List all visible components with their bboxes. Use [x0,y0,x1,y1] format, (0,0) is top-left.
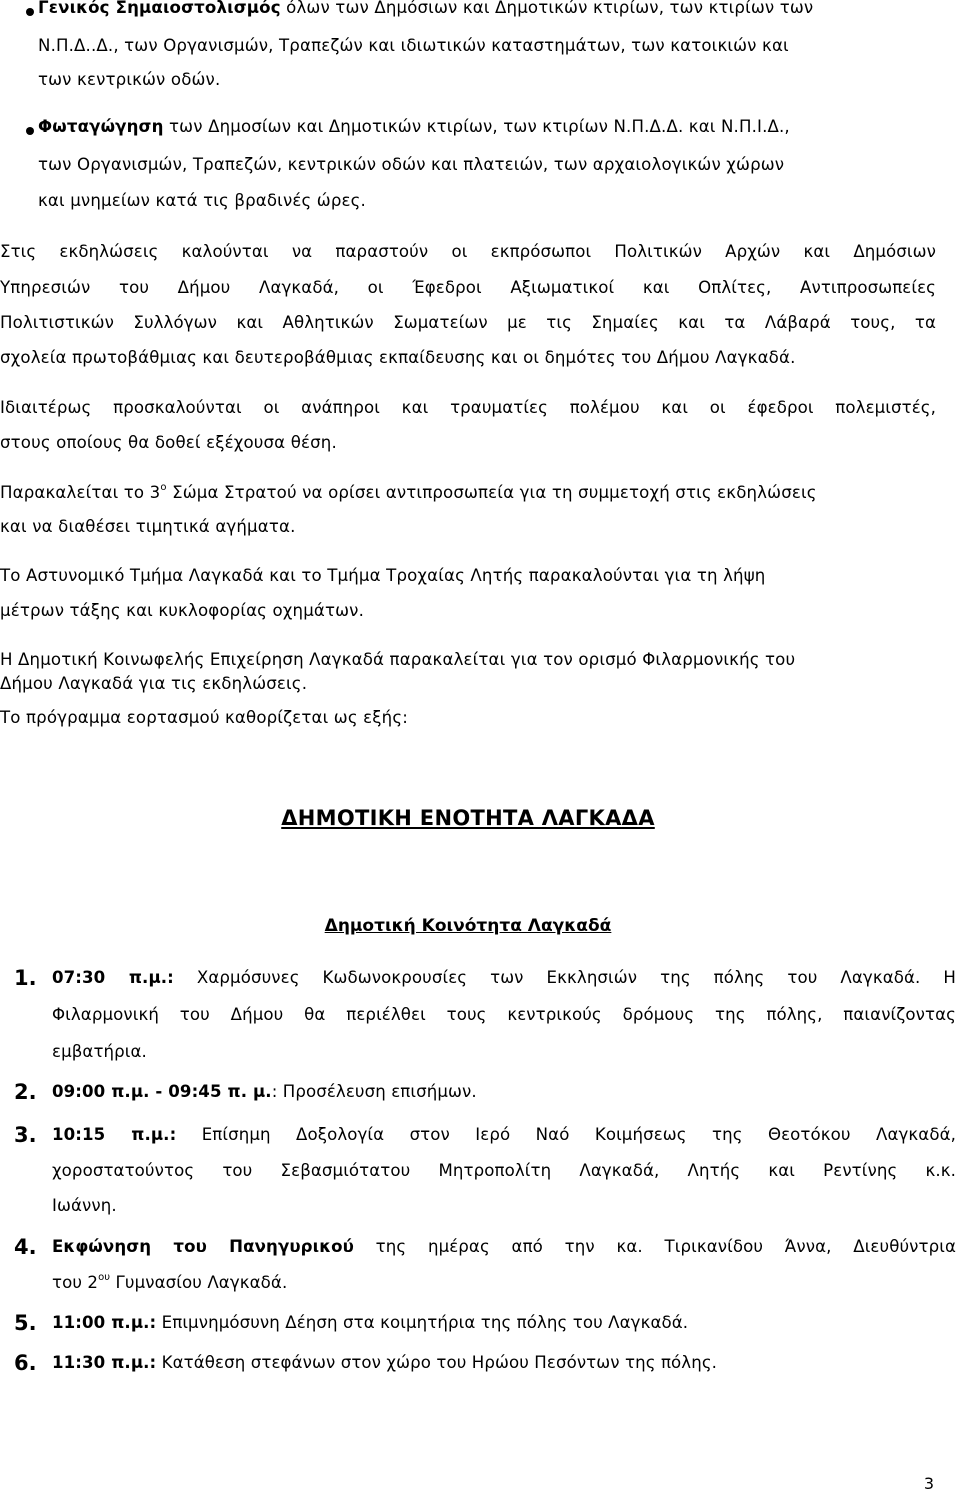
paragraph-3-line-2: και να διαθέσει τιμητικά αγήματα. [0,517,296,536]
paragraph-3-line-1: Παρακαλείται το $3^o$ Σώμα Στρατού να ορίσει αντιπροσωπεία για τη συμμετοχή στις εκδηλώσεις [0,482,817,502]
bullet-1-line-2: Ν.Π.Δ..Δ., των Οργανισμών, Τραπεζών και ιδιωτικών καταστημάτων, των κατοικιών και [38,36,789,55]
program-item-3-line-3: Ιωάννη. [52,1196,117,1215]
program-item-3-line-2: χοροστατούντος του Σεβασμιότατου Μητροπολίτη Λαγκαδά, Λητής και Ρεντίνης κ.κ. [52,1161,956,1180]
section-subheading: Δημοτική Κοινότητα Λαγκαδά [324,916,612,936]
bullet-2-line-2: των Οργανισμών, Τραπεζών, κεντρικών οδών και πλατειών, των αρχαιολογικών χώρων [38,155,785,174]
bullet-icon [26,8,34,16]
program-item-number: 1. [14,966,37,990]
program-item-1-line-3: εμβατήρια. [52,1042,147,1061]
section-heading: ΔΗΜΟΤΙΚΗ ΕΝΟΤΗΤΑ ΛΑΓΚΑΔΑ [281,806,655,830]
program-item-3-line-1: 10:15 π.μ.: Επίσημη Δοξολογία στον Ιερό Ναό Κοιμήσεως της Θεοτόκου Λαγκαδά, [52,1125,956,1144]
bullet-2-line-1: Φωταγώγηση των Δημοσίων και Δημοτικών κτιρίων, των κτιρίων Ν.Π.Δ.Δ. και Ν.Π.Ι.Δ., [38,117,790,136]
program-item-number: 3. [14,1123,37,1147]
paragraph-1-line-1: Στις εκδηλώσεις καλούνται να παραστούν οι εκπρόσωποι Πολιτικών Αρχών και Δημόσιων [0,242,936,261]
program-item-number: 2. [14,1080,37,1104]
paragraph-5-line-1: Η Δημοτική Κοινωφελής Επιχείρηση Λαγκαδά παρακαλείται για τον ορισμό Φιλαρμονικής του [0,650,796,669]
program-item-4-line-1: Εκφώνηση του Πανηγυρικού της ημέρας από την κα. Τιρικανίδου Άννα, Διευθύντρια [52,1237,956,1256]
bullet-1-line-1: Γενικός Σημαιοστολισμός όλων των Δημόσιων και Δημοτικών κτιρίων, των κτιρίων των [38,0,814,17]
program-item-number: 5. [14,1311,37,1335]
program-item-number: 6. [14,1351,37,1375]
program-item-1-line-1: 07:30 π.μ.: Χαρμόσυνες Κωδωνοκρουσίες των Εκκλησιών της πόλης του Λαγκαδά. Η [52,968,956,987]
paragraph-4-line-2: μέτρων τάξης και κυκλοφορίας οχημάτων. [0,601,365,620]
program-item-2-line-1: 09:00 π.μ. - 09:45 π. μ.: Προσέλευση επισήμων. [52,1082,477,1101]
program-item-4-line-2: του $2^{o\upsilon}$ Γυμνασίου Λαγκαδά. [52,1272,288,1292]
paragraph-1-line-4: σχολεία πρωτοβάθμιας και δευτεροβάθμιας εκπαίδευσης και οι δημότες του Δήμου Λαγκαδά. [0,348,796,367]
paragraph-2-line-2: στους οποίους θα δοθεί εξέχουσα θέση. [0,433,337,452]
bullet-icon [26,127,34,135]
paragraph-4-line-1: Το Αστυνομικό Τμήμα Λαγκαδά και το Τμήμα Τροχαίας Λητής παρακαλούνται για τη λήψη [0,566,766,585]
paragraph-5-line-2: Δήμου Λαγκαδά για τις εκδηλώσεις. [0,674,308,693]
program-item-1-line-2: Φιλαρμονική του Δήμου θα περιέλθει τους κεντρικούς δρόμους της πόλης, παιανίζοντας [52,1005,956,1024]
bullet-2-line-3: και μνημείων κατά τις βραδινές ώρες. [38,191,366,210]
bullet-2-bold: Φωταγώγηση [38,117,164,136]
program-item-number: 4. [14,1235,37,1259]
bullet-1-line-3: των κεντρικών οδών. [38,70,221,89]
program-item-5-line-1: 11:00 π.μ.: Επιμνημόσυνη Δέηση στα κοιμητήρια της πόλης του Λαγκαδά. [52,1313,689,1332]
paragraph-2-line-1: Ιδιαιτέρως προσκαλούνται οι ανάπηροι και τραυματίες πολέμου και οι έφεδροι πολεμιστές, [0,398,936,417]
program-item-6-line-1: 11:30 π.μ.: Κατάθεση στεφάνων στον χώρο του Ηρώου Πεσόντων της πόλης. [52,1353,718,1372]
page-number: 3 [923,1474,934,1493]
bullet-1-bold: Γενικός Σημαιοστολισμός [38,0,281,17]
paragraph-1-line-2: Υπηρεσιών του Δήμου Λαγκαδά, οι Έφεδροι Αξιωματικοί και Οπλίτες, Αντιπροσωπείες [0,278,936,297]
paragraph-6: Το πρόγραμμα εορτασμού καθορίζεται ως εξής: [0,708,408,727]
paragraph-1-line-3: Πολιτιστικών Συλλόγων και Αθλητικών Σωματείων με τις Σημαίες και τα Λάβαρά τους, τα [0,313,936,332]
